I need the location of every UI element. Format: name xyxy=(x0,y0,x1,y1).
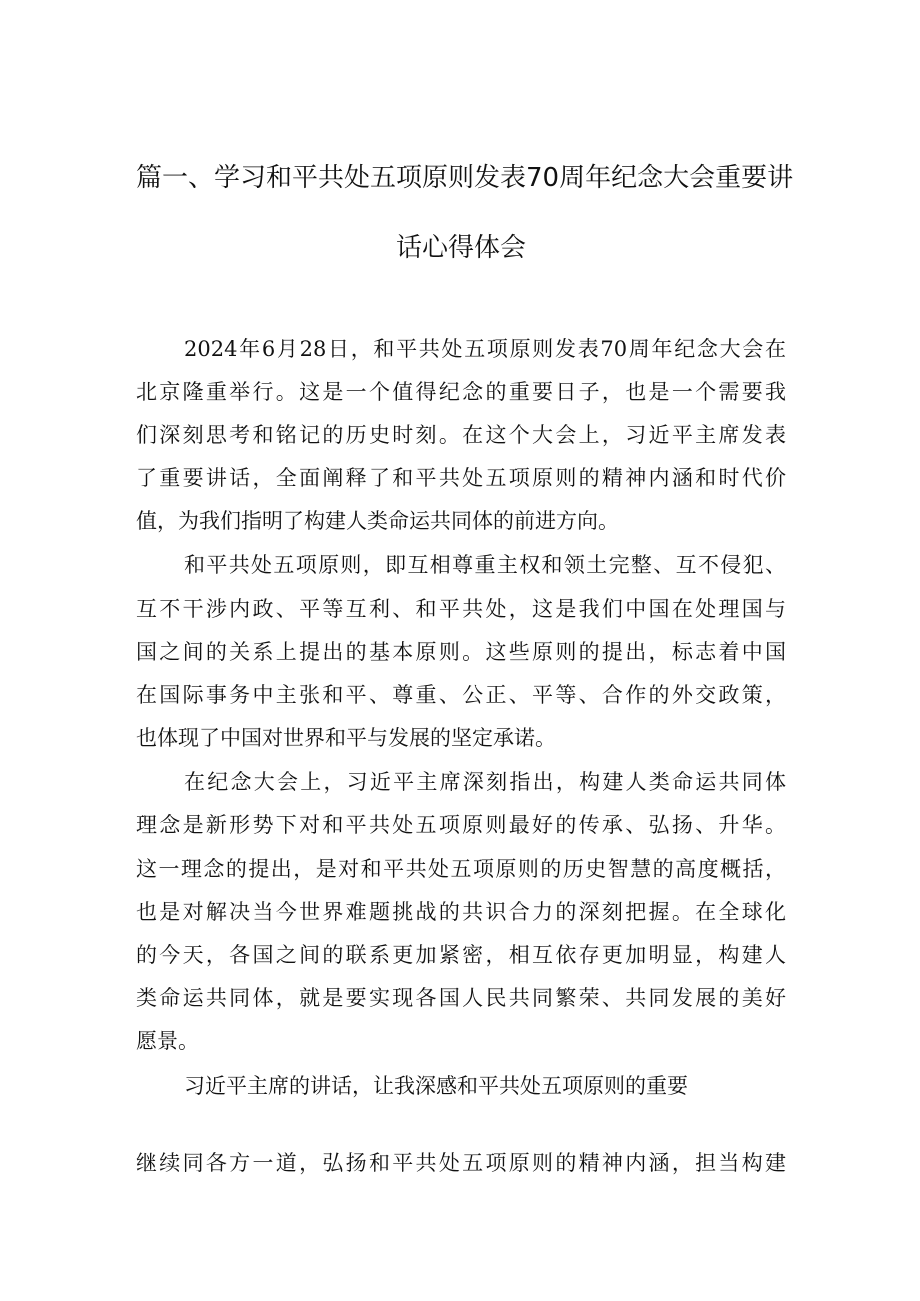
paragraph-2-line-5: 也体现了中国对世界和平与发展的坚定承诺。 xyxy=(136,726,556,750)
document-title-line-1: 篇一、学习和平共处五项原则发表70周年纪念大会重要讲 xyxy=(136,163,794,193)
paragraph-3-line-6: 类命运共同体，就是要实现各国人民共同繁荣、共同发展的美好 xyxy=(136,986,786,1010)
paragraph-3-line-7: 愿景。 xyxy=(136,1029,199,1053)
paragraph-3-line-1: 在纪念大会上，习近平主席深刻指出，构建人类命运共同体 xyxy=(184,770,786,794)
paragraph-3-line-3: 这一理念的提出，是对和平共处五项原则的历史智慧的高度概括， xyxy=(136,857,786,881)
paragraph-3-line-4: 也是对解决当今世界难题挑战的共识合力的深刻把握。在全球化 xyxy=(136,900,786,924)
paragraph-1-line-3: 们深刻思考和铭记的历史时刻。在这个大会上，习近平主席发表 xyxy=(136,423,786,447)
paragraph-1-line-4: 了重要讲话，全面阐释了和平共处五项原则的精神内涵和时代价 xyxy=(136,466,786,490)
paragraph-1-line-2: 北京隆重举行。这是一个值得纪念的重要日子，也是一个需要我 xyxy=(136,380,786,404)
document-title-line-2: 话心得体会 xyxy=(395,233,526,263)
paragraph-1-line-1: 2024年6月28日，和平共处五项原则发表70周年纪念大会在 xyxy=(184,337,786,361)
paragraph-5-line-1: 继续同各方一道，弘扬和平共处五项原则的精神内涵，担当构建 xyxy=(136,1151,786,1175)
paragraph-2-line-4: 在国际事务中主张和平、尊重、公正、平等、合作的外交政策， xyxy=(136,683,786,707)
paragraph-2-line-1: 和平共处五项原则，即互相尊重主权和领土完整、互不侵犯、 xyxy=(184,553,786,577)
paragraph-3-line-5: 的今天，各国之间的联系更加紧密，相互依存更加明显，构建人 xyxy=(136,943,786,967)
paragraph-4-line-1: 习近平主席的讲话，让我深感和平共处五项原则的重要 xyxy=(184,1074,688,1098)
paragraph-2-line-2: 互不干涉内政、平等互利、和平共处，这是我们中国在处理国与 xyxy=(136,597,786,621)
paragraph-3-line-2: 理念是新形势下对和平共处五项原则最好的传承、弘扬、升华。 xyxy=(136,813,786,837)
paragraph-2-line-3: 国之间的关系上提出的基本原则。这些原则的提出，标志着中国 xyxy=(136,640,786,664)
paragraph-1-line-5: 值，为我们指明了构建人类命运共同体的前进方向。 xyxy=(136,509,619,533)
